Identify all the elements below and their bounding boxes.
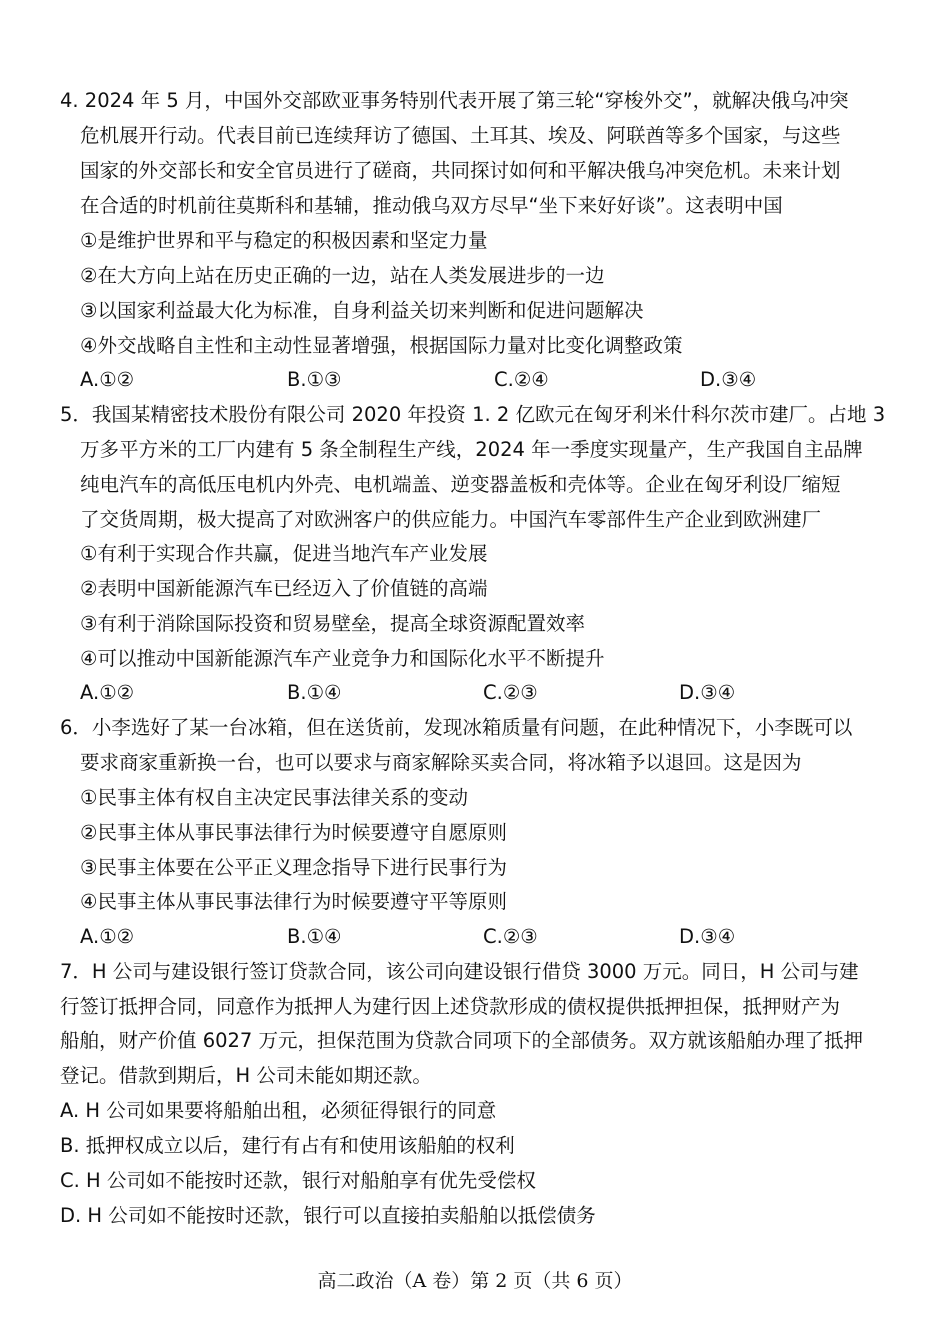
q6-stem-line: 要求商家重新换一台，也可以要求与商家解除买卖合同，将冰箱予以退回。这是因为 <box>80 751 802 774</box>
q7-option-c[interactable]: C. H 公司如不能按时还款，银行对船舶享有优先受偿权 <box>60 1169 536 1192</box>
q4-option-a[interactable]: A.①② <box>80 368 135 391</box>
q4-statement-4: ④外交战略自主性和主动性显著增强，根据国际力量对比变化调整政策 <box>80 334 683 357</box>
q6-statement-4: ④民事主体从事民事法律行为时候要遵守平等原则 <box>80 890 507 913</box>
q7-stem-line: 船舶，财产价值 6027 万元，担保范围为贷款合同项下的全部债务。双方就该船舶办理了抵押 <box>60 1029 864 1052</box>
q4-statement-2: ②在大方向上站在历史正确的一边，站在人类发展进步的一边 <box>80 264 605 287</box>
q6-stem-line: 6．小李选好了某一台冰箱，但在送货前，发现冰箱质量有问题，在此种情况下，小李既可以 <box>60 716 853 739</box>
q7-option-b[interactable]: B. 抵押权成立以后，建行有占有和使用该船舶的权利 <box>60 1134 515 1157</box>
q7-option-a[interactable]: A. H 公司如果要将船舶出租，必须征得银行的同意 <box>60 1099 497 1122</box>
q4-stem-line: 国家的外交部长和安全官员进行了磋商，共同探讨如何和平解决俄乌冲突危机。未来计划 <box>80 159 841 182</box>
q6-option-d[interactable]: D.③④ <box>679 925 736 948</box>
q7-stem-line: 行签订抵押合同，同意作为抵押人为建行因上述贷款形成的债权提供抵押担保，抵押财产为 <box>60 995 841 1018</box>
q6-statement-3: ③民事主体要在公平正义理念指导下进行民事行为 <box>80 856 507 879</box>
q4-stem-line: 在合适的时机前往莫斯科和基辅，推动俄乌双方尽早“坐下来好好谈”。这表明中国 <box>80 194 783 217</box>
q7-option-d[interactable]: D. H 公司如不能按时还款，银行可以直接拍卖船舶以抵偿债务 <box>60 1204 596 1227</box>
q5-stem-line: 5．我国某精密技术股份有限公司 2020 年投资 1. 2 亿欧元在匈牙利米什科尔茨市建厂。占地 3 <box>60 403 886 426</box>
q4-stem-line: 4. 2024 年 5 月，中国外交部欧亚事务特别代表开展了第三轮“穿梭外交”，就解决俄乌冲突 <box>60 89 849 112</box>
page-footer: 高二政治（A 卷）第 2 页（共 6 页） <box>317 1270 633 1292</box>
q6-option-a[interactable]: A.①② <box>80 925 135 948</box>
q4-statement-3: ③以国家利益最大化为标准，自身利益关切来判断和促进问题解决 <box>80 299 644 322</box>
q5-statement-3: ③有利于消除国际投资和贸易壁垒，提高全球资源配置效率 <box>80 612 585 635</box>
q5-stem-line: 万多平方米的工厂内建有 5 条全制程生产线，2024 年一季度实现量产，生产我国自主品牌 <box>80 438 863 461</box>
q4-option-b[interactable]: B.①③ <box>287 368 342 391</box>
q5-option-b[interactable]: B.①④ <box>287 681 342 704</box>
q4-statement-1: ①是维护世界和平与稳定的积极因素和坚定力量 <box>80 229 488 252</box>
q5-option-d[interactable]: D.③④ <box>679 681 736 704</box>
q4-stem-line: 危机展开行动。代表目前已连续拜访了德国、土耳其、埃及、阿联酋等多个国家，与这些 <box>80 124 841 147</box>
q5-stem-line: 了交货周期，极大提高了对欧洲客户的供应能力。中国汽车零部件生产企业到欧洲建厂 <box>80 508 822 531</box>
q6-option-c[interactable]: C.②③ <box>483 925 538 948</box>
q6-statement-2: ②民事主体从事民事法律行为时候要遵守自愿原则 <box>80 821 507 844</box>
q7-stem-line: 7．H 公司与建设银行签订贷款合同，该公司向建设银行借贷 3000 万元。同日，H 公司与建 <box>60 960 859 983</box>
q5-statement-2: ②表明中国新能源汽车已经迈入了价值链的高端 <box>80 577 488 600</box>
q5-stem-line: 纯电汽车的高低压电机内外壳、电机端盖、逆变器盖板和壳体等。企业在匈牙利设厂缩短 <box>80 473 841 496</box>
q6-statement-1: ①民事主体有权自主决定民事法律关系的变动 <box>80 786 468 809</box>
q5-statement-4: ④可以推动中国新能源汽车产业竞争力和国际化水平不断提升 <box>80 647 605 670</box>
q7-stem-line: 登记。借款到期后，H 公司未能如期还款。 <box>60 1064 432 1087</box>
q5-option-a[interactable]: A.①② <box>80 681 135 704</box>
q4-option-d[interactable]: D.③④ <box>700 368 757 391</box>
q5-statement-1: ①有利于实现合作共赢，促进当地汽车产业发展 <box>80 542 488 565</box>
q6-option-b[interactable]: B.①④ <box>287 925 342 948</box>
q5-option-c[interactable]: C.②③ <box>483 681 538 704</box>
q4-option-c[interactable]: C.②④ <box>494 368 549 391</box>
